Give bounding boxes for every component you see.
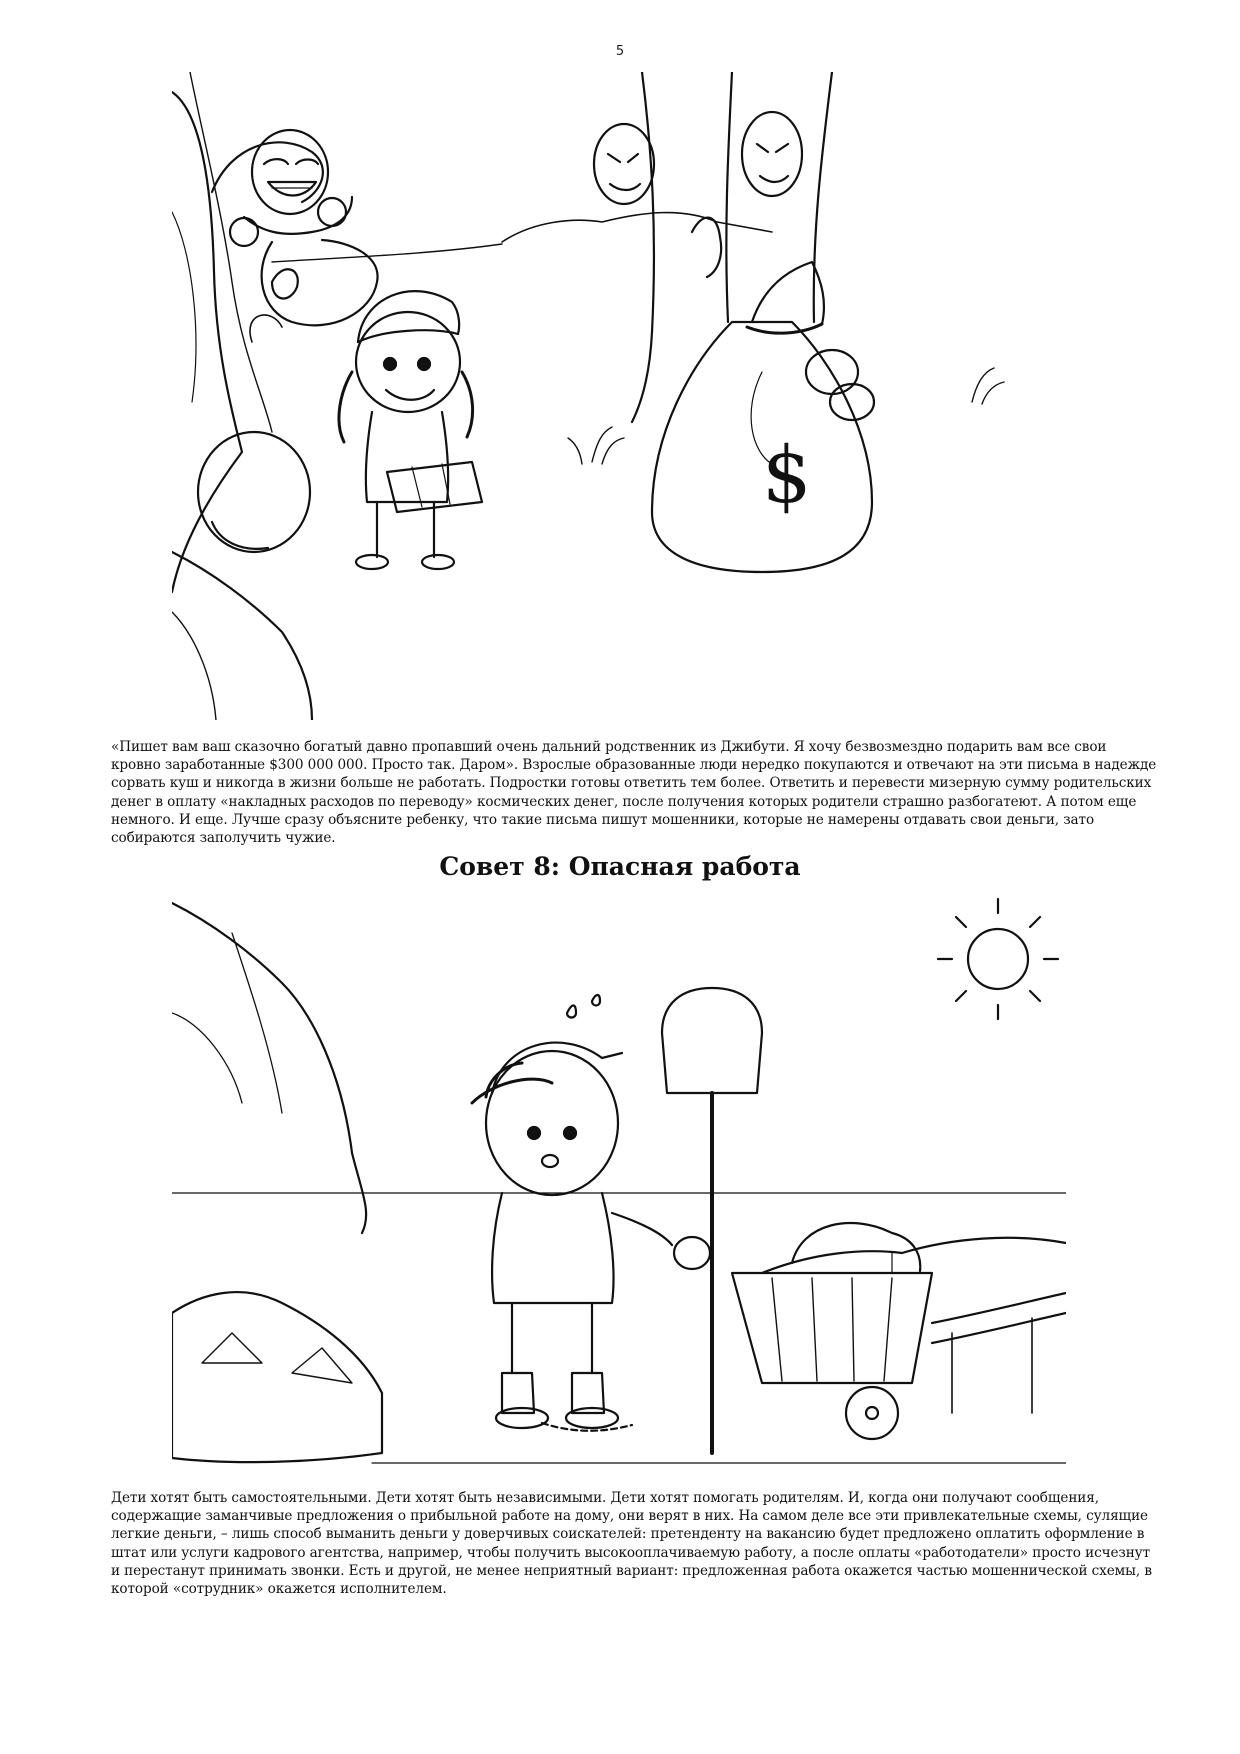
section-title: Совет 8: Опасная работа	[439, 852, 801, 881]
page-number: 5	[615, 44, 625, 59]
cartoon-scam-illustration-icon	[172, 72, 1066, 720]
svg-text:$: $	[762, 431, 812, 521]
dangerous-work-illustration	[172, 893, 1066, 1483]
cartoon-dangerous-work-illustration-icon	[172, 893, 1066, 1483]
paragraph-scam-letter: «Пишет вам ваш сказочно богатый давно пропавший очень дальний родственник из Джибути. Я хочу безвозмездно подарить вам все свои кровно заработанные $300 000 000. Просто так. Даром». Взрослые образованные люди нередко покупаются и отвечают на эти письма в надежде сорвать куш и никогда в жизни больше не работать. Подростки готовы ответить тем более. Ответить и перевести мизерную сумму родительских денег в оплату «накладных расходов по переводу» космических денег, после получения которых родители страшно разбогатеют. А потом еще немного. И еще. Лучше сразу объясните ребенку, что такие письма пишут мошенники, которые не намерены отдавать свои деньги, зато собираются заполучить чужие.	[111, 739, 1157, 847]
scam-illustration	[172, 72, 1066, 720]
paragraph-dangerous-work: Дети хотят быть самостоятельными. Дети хотят быть независимыми. Дети хотят помогать родителям. И, когда они получают сообщения, содержащие заманчивые предложения о прибыльной работе на дому, они верят в них. На самом деле все эти привлекательные схемы, сулящие легкие деньги, – лишь способ выманить деньги у доверчивых соискателей: претенденту на вакансию будет предложено оплатить оформление в штат или услуги кадрового агентства, например, чтобы получить высокооплачиваемую работу, а после оплаты «работодатели» просто исчезнут и перестанут принимать звонки. Есть и другой, не менее неприятный вариант: предложенная работа окажется частью мошеннической схемы, в которой «сотрудник» окажется исполнителем.	[111, 1490, 1152, 1598]
